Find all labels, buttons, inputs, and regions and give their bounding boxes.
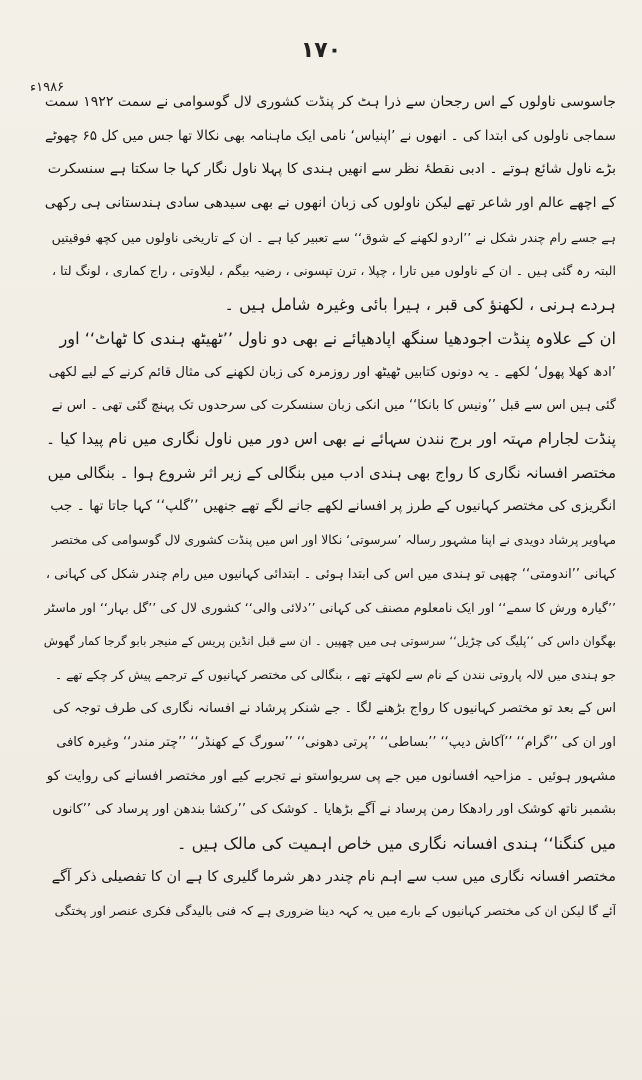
text-line: کے اچھے عالم اور شاعر تھے لیکن ناولوں کی زبان انھوں نے بھی سیدھی سادی ہندستانی ہی رکھی [44, 195, 616, 212]
margin-note: ۱۹۸۶ء [30, 80, 65, 95]
text-line: میں کنگنا‘‘ ہندی افسانہ نگاری میں خاص اہمیت کی مالک ہیں ۔ [176, 834, 616, 854]
text-line: اس کے بعد تو مختصر کہانیوں کا رواج بڑھنے لگا ۔ جے شنکر پرشاد نے افسانہ نگاری کی طرف توجہ کی [52, 701, 616, 717]
text-line: انگریزی کی مختصر کہانیوں کے طرز پر افسانے لکھے جانے لگے تھے جنھیں ’’گلپ‘‘ کہا جاتا تھا ۔ جب [50, 498, 616, 515]
text-line: بڑے ناول شائع ہوتے ۔ ادبی نقطۂ نظر سے انھیں ہندی کا پہلا ناول نگار کہا جا سکتا ہے سنسکرت [47, 161, 616, 178]
text-line: گئی ہیں اس سے قبل ’’ونیس کا بانکا‘‘ میں انکی زبان سنسکرت کی سرحدوں تک پہنچ گئی تھی ۔ اس نے [51, 398, 616, 414]
text-line: کہانی ’’اندومتی‘‘ چھپی تو ہندی میں اس کی ابتدا ہوئی ۔ ابتدائی کہانیوں میں رام چندر شکل کی کہانی ، [45, 566, 616, 582]
text-line: جو ہندی میں لالہ پاروتی نندن کے نام سے لکھتے تھے ، بنگالی کی مختصر کہانیوں کے ترجمے پیش کر چکے تھے ۔ [54, 667, 616, 682]
text-line: مشہور ہوئیں ۔ مزاحیہ افسانوں میں جے پی سریواستو نے تجربے کیے اور مختصر افسانے کی روایت کو [46, 767, 616, 784]
page-number: ۱۷۰ [300, 38, 342, 63]
text-line: بشمبر ناتھ کوشک اور رادھکا رمن پرساد نے آگے بڑھایا ۔ کوشک کی ’’رکشا بندھن اور پرساد کی ’’کانوں [52, 802, 616, 818]
text-line: سماجی ناولوں کی ابتدا کی ۔ انھوں نے ’اپنیاس‘ نامی ایک ماہنامہ بھی نکالا تھا جس میں کل ۶۵ چھوٹے [45, 127, 616, 144]
text-line: پنڈت لجارام مہتہ اور برج نندن سہائے نے بھی اس دور میں ناول نگاری میں نام پیدا کیا ۔ [45, 429, 616, 448]
text-line: ’ادھ کھلا پھول‘ لکھے ۔ یہ دونوں کتابیں ٹھیٹھ اور روزمرہ کی زبان لکھنے کی مثال قائم کرنے کے لیے لکھی [48, 364, 616, 380]
text-line: ان کے علاوہ پنڈت اجودھیا سنگھ اپادھیائے نے بھی دو ناول ’’ٹھیٹھ ہندی کا ٹھاٹ‘‘ اور [59, 328, 616, 348]
text-line: ہردے ہرنی ، لکھنؤ کی قبر ، ہیرا بائی وغیرہ شامل ہیں ۔ [224, 295, 616, 315]
text-line: مختصر افسانہ نگاری میں سب سے اہم نام چندر دھر شرما گلیری کا ہے ان کا تفصیلی ذکر آگے [51, 868, 616, 885]
text-line: ’’گیارہ ورش کا سمے‘‘ اور ایک نامعلوم مصنف کی کہانی ’’دلائی والی‘‘ کشوری لال کی ’’گل بہار‘‘ اور ماسٹر [44, 600, 616, 616]
text-line: آئے گا لیکن ان کی مختصر کہانیوں کے بارے میں یہ کہہ دینا ضروری ہے کہ فنی بالیدگی فکری عنصر اور پختگی [54, 903, 616, 918]
text-line: بھگوان داس کی ’’پلیگ کی چڑیل‘‘ سرسوتی ہی میں چھپیں ۔ ان سے قبل انڈین پریس کے منیجر بابو گرجا کمار گھوش [44, 634, 616, 648]
text-line: جاسوسی ناولوں کے اس رجحان سے ذرا ہٹ کر پنڈت کشوری لال گوسوامی نے سمت ۱۹۲۲ سمت [44, 94, 616, 110]
text-line: ہے جسے رام چندر شکل نے ’’اردو لکھنے کے شوق‘‘ سے تعبیر کیا ہے ۔ ان کے تاریخی ناولوں میں کچھ فوقیتیں [51, 229, 616, 245]
text-line: اور ان کی ’’گرام‘‘ ’’آکاش دیپ‘‘ ’’بساطی‘‘ ’’پرتی دھونی‘‘ ’’سورگ کے کھنڈر‘‘ ’’چتر مندر‘‘ وغیرہ کافی [56, 735, 616, 751]
text-line: البتہ رہ گئی ہیں ۔ ان کے ناولوں میں تارا ، چپلا ، ترن تپسونی ، رضیہ بیگم ، لیلاوتی ، راج کماری ، لونگ لتا ، [52, 263, 616, 279]
body-text [44, 86, 616, 928]
text-line: مہاویر پرشاد دویدی نے اپنا مشہور رسالہ ’سرسوتی‘ نکالا اور اس میں پنڈت کشوری لال گوسوامی کی مختصر [51, 532, 616, 547]
text-line: مختصر افسانہ نگاری کا رواج بھی ہندی ادب میں بنگالی کے زیر اثر شروع ہوا ۔ بنگالی میں [47, 463, 616, 482]
